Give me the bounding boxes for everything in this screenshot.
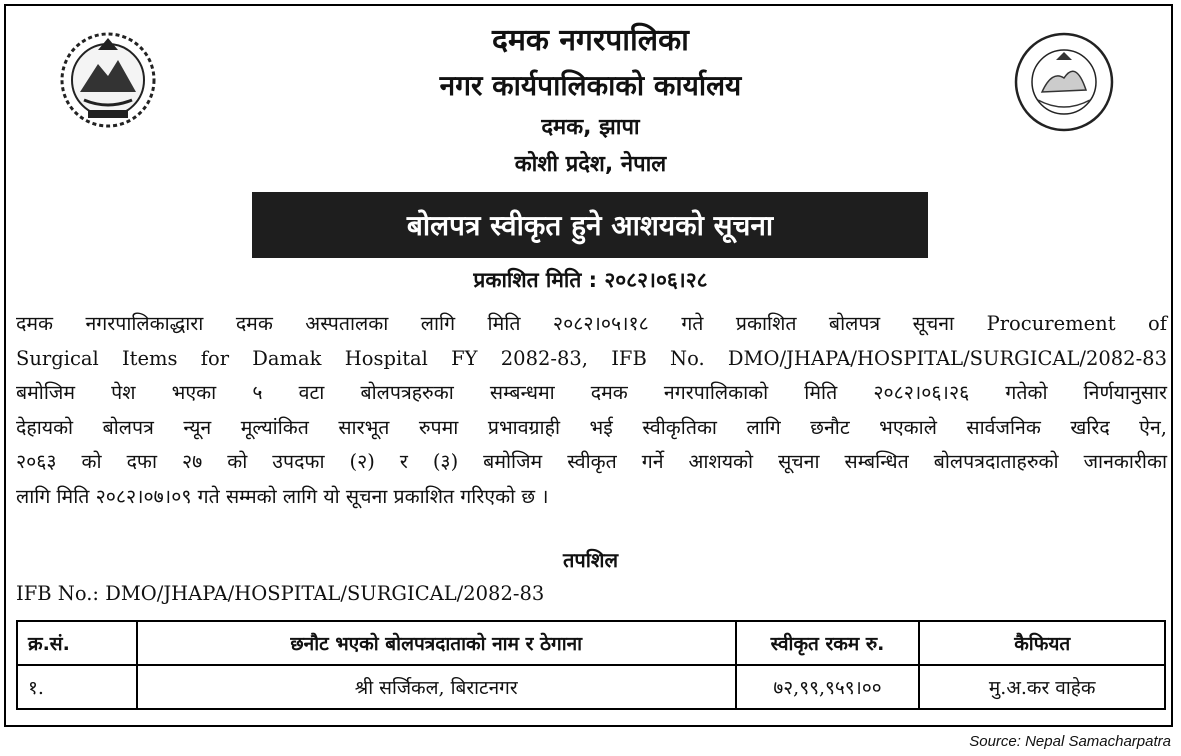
table-row <box>17 665 1165 709</box>
col-header-sn: क्र.सं. <box>17 621 137 665</box>
col-header-amount: स्वीकृत रकम रु. <box>736 621 920 665</box>
office-location: दमक, झापा <box>541 115 640 140</box>
col-header-remarks: कैफियत <box>919 621 1165 665</box>
cell-sn: १. <box>17 665 137 709</box>
details-heading: तपशिल <box>562 548 619 572</box>
cell-name: श्री सर्जिकल, बिराटनगर <box>137 665 736 709</box>
notice-title-banner <box>252 192 928 258</box>
ifb-number: IFB No.: DMO/JHAPA/HOSPITAL/SURGICAL/2082-83 <box>16 582 545 605</box>
table-header-row <box>17 621 1165 665</box>
office-province: कोशी प्रदेश, नेपाल <box>514 152 667 177</box>
cell-remarks: मु.अ.कर वाहेक <box>919 665 1165 709</box>
org-name: दमक नगरपालिका <box>492 23 689 58</box>
body-line: बमोजिम पेश भएका ५ वटा बोलपत्रहरुका सम्बन्धमा दमक नगरपालिकाको मिति २०८२।०६।२६ गतेको निर्णयानुसार <box>16 381 1167 404</box>
body-line: दमक नगरपालिकाद्धारा दमक अस्पतालका लागि मिति २०८२।०५।१८ गते प्रकाशित बोलपत्र सूचना Procurement of <box>16 312 1167 335</box>
body-line: Surgical Items for Damak Hospital FY 2082-83, IFB No. DMO/JHAPA/HOSPITAL/SURGICAL/2082-83 <box>16 346 1167 370</box>
notice-body <box>16 307 1167 514</box>
body-line: लागि मिति २०८२।०७।०९ गते सम्मको लागि यो सूचना प्रकाशित गरिएको छ । <box>16 484 549 508</box>
body-line: २०६३ को दफा २७ को उपदफा (२) र (३) बमोजिम स्वीकृत गर्ने आशयको सूचना सम्बन्धित बोलपत्रदाताहरुको जानकारीका <box>16 450 1167 473</box>
office-name: नगर कार्यपालिकाको कार्यालय <box>439 69 742 102</box>
body-line: देहायको बोलपत्र न्यून मूल्यांकित सारभूत रुपमा प्रभावग्राही भई स्वीकृतिका लागि छनौट भएकाले सार्वजनिक खरिद ऐन, <box>16 415 1167 439</box>
col-header-name: छनौट भएको बोलपत्रदाताको नाम र ठेगाना <box>137 621 736 665</box>
cell-amount: ७२,९९,९५९।०० <box>736 665 920 709</box>
source-credit: Source: Nepal Samacharpatra <box>969 733 1171 750</box>
publish-date: प्रकाशित मिति : २०८२।०६।२८ <box>473 268 708 292</box>
notice-title: बोलपत्र स्वीकृत हुने आशयको सूचना <box>406 209 774 242</box>
award-table <box>16 620 1166 710</box>
